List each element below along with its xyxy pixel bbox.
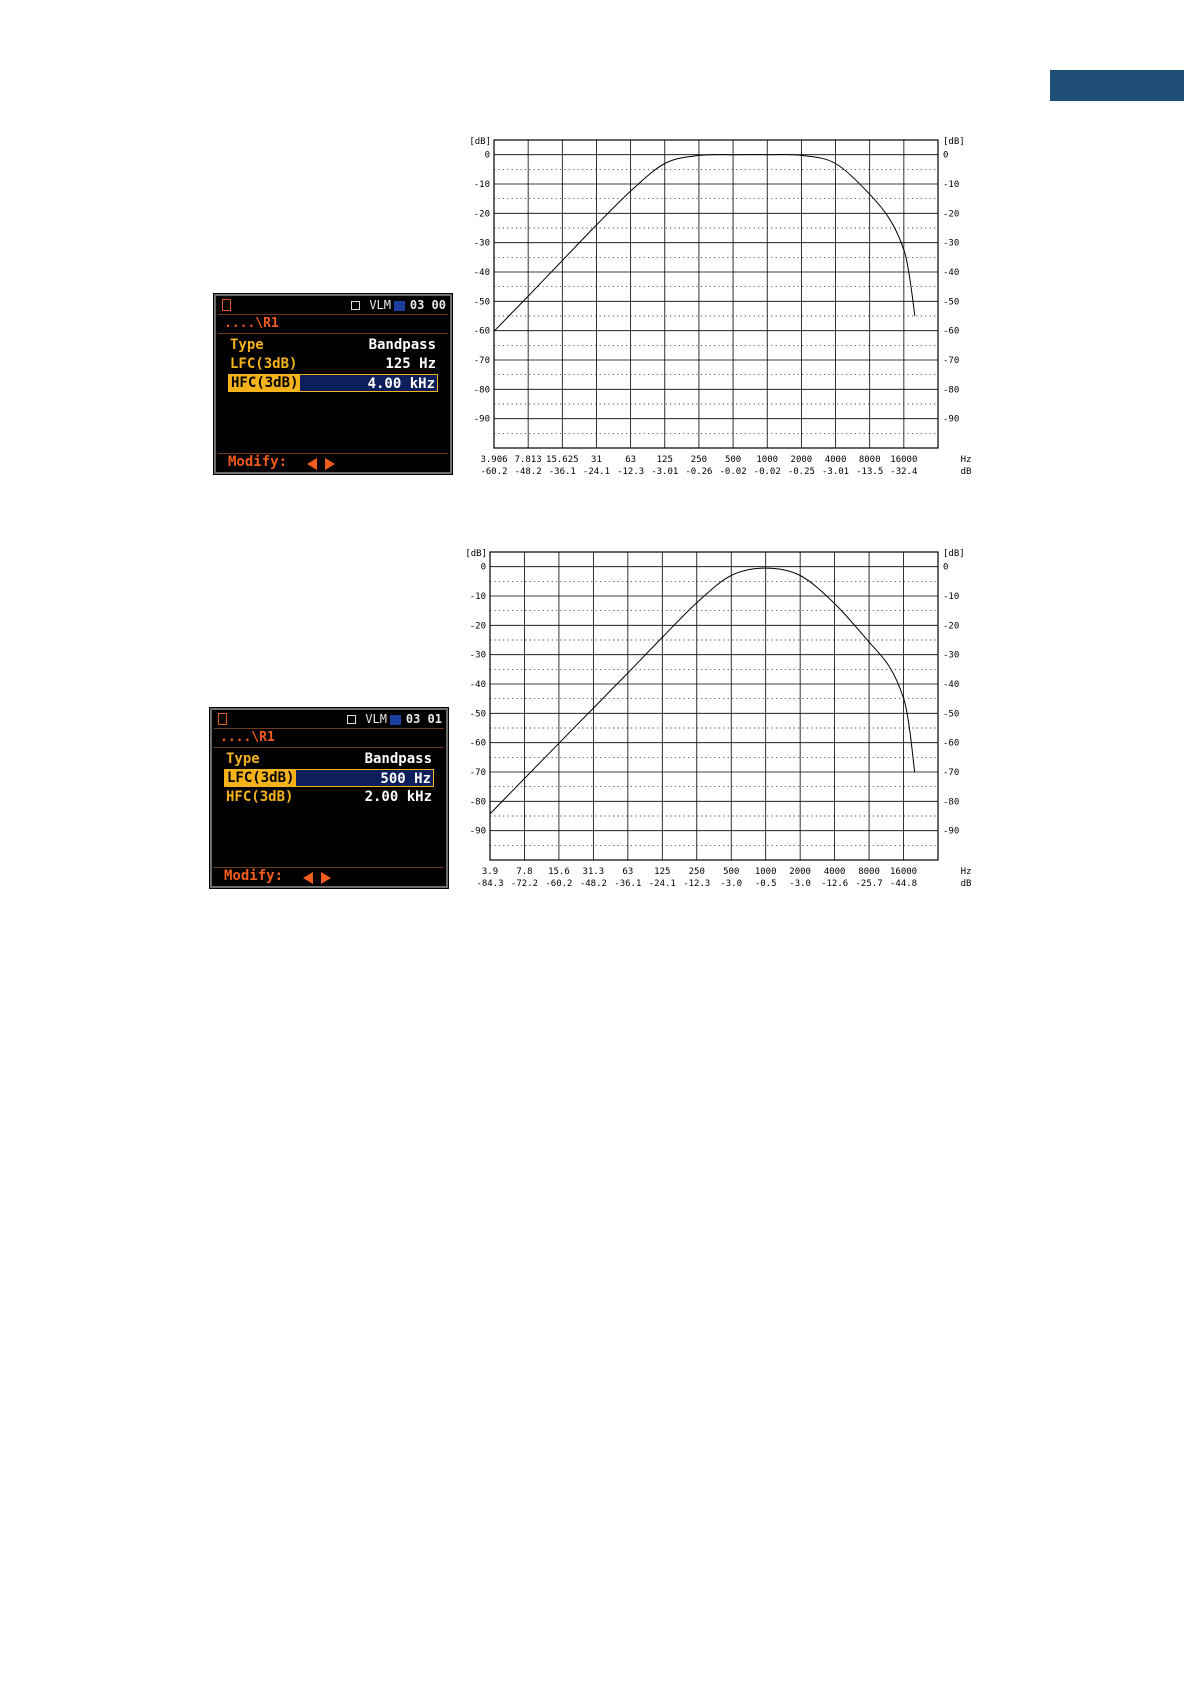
y-tick-label-left: -10 — [469, 592, 486, 602]
y-unit-right: [dB] — [943, 549, 965, 559]
y-unit-right: [dB] — [943, 137, 965, 147]
x-tick-label: 31.3 — [582, 867, 605, 877]
x-tick-label: 3.906 — [480, 455, 508, 465]
menu-row-lfc[interactable] — [228, 355, 438, 373]
row-value: 125 Hz — [385, 356, 436, 372]
x-tick-label: 2000 — [789, 867, 811, 877]
response-label: -44.8 — [889, 879, 918, 889]
y-tick-label-right: -60 — [943, 738, 960, 749]
y-tick-label-left: -60 — [469, 738, 486, 749]
modify-label: Modify: — [228, 454, 288, 470]
response-label: -60.2 — [545, 879, 573, 889]
y-tick-label-right: -80 — [943, 797, 960, 808]
x-tick-label: 4000 — [824, 455, 847, 465]
x-tick-label: 250 — [690, 455, 708, 465]
y-tick-label-right: -70 — [943, 768, 960, 778]
divider — [218, 333, 448, 334]
response-label: -36.1 — [548, 467, 576, 477]
row-value: Bandpass — [368, 337, 436, 353]
y-tick-label-right: 0 — [943, 150, 949, 161]
x-tick-label: 8000 — [858, 455, 881, 465]
square-icon — [347, 715, 356, 724]
x-tick-label: 15.6 — [548, 867, 570, 877]
row-value: 4.00 kHz — [367, 376, 435, 392]
x-tick-label: 125 — [654, 867, 671, 877]
response-label: -0.02 — [753, 467, 781, 477]
response-label: -12.3 — [617, 467, 645, 477]
y-unit-left: [dB] — [469, 137, 491, 147]
row-label: HFC(3dB) — [226, 789, 294, 805]
modify-label: Modify: — [224, 868, 284, 884]
x-tick-label: 3.9 — [481, 867, 499, 877]
y-tick-label-right: -60 — [943, 326, 960, 337]
y-tick-label-right: -20 — [943, 209, 960, 220]
response-label: -24.1 — [648, 879, 676, 889]
x-tick-label: 7.8 — [516, 867, 533, 877]
y-tick-label-left: -70 — [469, 768, 486, 778]
response-label: -3.01 — [821, 467, 850, 477]
row-label: LFC(3dB) — [227, 770, 295, 786]
response-unit-label: dB — [960, 467, 972, 477]
row-value: 2.00 kHz — [364, 789, 432, 805]
x-tick-label: 2000 — [790, 455, 813, 465]
x-tick-label: 500 — [724, 455, 742, 465]
y-tick-label-right: -70 — [943, 356, 960, 366]
y-tick-label-left: 0 — [480, 562, 486, 573]
y-tick-label-right: -50 — [943, 297, 960, 308]
row-label: LFC(3dB) — [230, 356, 298, 372]
x-tick-label: 31 — [591, 455, 602, 465]
response-label: -3.01 — [651, 467, 679, 477]
response-label: -12.6 — [821, 879, 849, 889]
response-label: -13.5 — [856, 467, 884, 477]
status-time: 03 00 — [409, 298, 446, 312]
y-tick-label-right: -40 — [943, 268, 960, 278]
y-tick-label-right: 0 — [943, 562, 949, 573]
x-tick-label: 7.813 — [514, 455, 542, 465]
device-screen-1 — [214, 294, 452, 474]
status-bar — [214, 712, 444, 729]
chart-svg — [456, 542, 981, 897]
menu-row-lfc[interactable] — [224, 769, 434, 787]
row-value: Bandpass — [364, 751, 432, 767]
y-tick-label-right: -30 — [943, 238, 960, 249]
x-tick-label: 250 — [688, 867, 705, 877]
response-label: -84.3 — [476, 879, 504, 889]
plot-frame — [490, 552, 938, 860]
status-bar — [218, 298, 448, 315]
file-icon — [222, 299, 231, 311]
response-label: -0.25 — [787, 467, 815, 477]
x-tick-label: 16000 — [889, 867, 918, 877]
y-tick-label-right: -40 — [943, 680, 960, 690]
x-unit-label: Hz — [960, 867, 972, 877]
y-tick-label-right: -10 — [943, 180, 960, 190]
response-label: -0.5 — [754, 879, 777, 889]
path-label: ....\R1 — [224, 316, 279, 331]
y-tick-label-left: -40 — [473, 268, 490, 278]
section-tab — [1050, 70, 1184, 101]
response-label: -60.2 — [480, 467, 508, 477]
response-unit-label: dB — [960, 879, 972, 889]
y-tick-label-right: -90 — [943, 414, 960, 425]
arrow-right-icon[interactable] — [321, 872, 331, 884]
y-tick-label-right: -10 — [943, 592, 960, 602]
y-tick-label-left: -70 — [473, 356, 490, 366]
x-tick-label: 1000 — [754, 867, 777, 877]
x-tick-label: 8000 — [858, 867, 880, 877]
response-label: -3.0 — [789, 879, 811, 889]
x-tick-label: 4000 — [823, 867, 846, 877]
y-tick-label-left: 0 — [484, 150, 490, 161]
divider — [214, 747, 444, 748]
y-tick-label-left: -60 — [473, 326, 490, 337]
y-tick-label-left: -80 — [469, 797, 486, 808]
menu-row-type[interactable] — [224, 750, 434, 768]
battery-icon — [394, 301, 405, 311]
y-tick-label-right: -50 — [943, 709, 960, 720]
frequency-response-chart-1 — [460, 130, 980, 485]
y-tick-label-right: -30 — [943, 650, 960, 661]
response-label: -24.1 — [582, 467, 611, 477]
x-tick-label: 500 — [723, 867, 740, 877]
response-label: -72.2 — [510, 879, 539, 889]
status-mode: VLM — [365, 712, 387, 726]
arrow-left-icon[interactable] — [303, 872, 313, 884]
y-unit-left: [dB] — [465, 549, 487, 559]
x-tick-label: 16000 — [890, 455, 918, 465]
response-label: -0.02 — [719, 467, 747, 477]
battery-icon — [390, 715, 401, 725]
arrow-right-icon[interactable] — [325, 458, 335, 470]
arrow-left-icon[interactable] — [307, 458, 317, 470]
y-tick-label-left: -40 — [469, 680, 486, 690]
menu-row-hfc[interactable] — [224, 788, 434, 806]
y-tick-label-left: -30 — [469, 650, 486, 661]
response-label: -0.26 — [685, 467, 713, 477]
plot-frame — [494, 140, 938, 448]
frequency-response-chart-2 — [456, 542, 981, 897]
row-value: 500 Hz — [380, 771, 431, 787]
menu-row-hfc[interactable] — [228, 374, 438, 392]
status-time: 03 01 — [405, 712, 442, 726]
response-label: -25.7 — [855, 879, 883, 889]
row-label: Type — [230, 337, 264, 353]
y-tick-label-left: -50 — [473, 297, 490, 308]
response-label: -12.3 — [683, 879, 711, 889]
x-tick-label: 63 — [622, 867, 634, 877]
y-tick-label-left: -80 — [473, 385, 490, 396]
menu-row-type[interactable] — [228, 336, 438, 354]
y-tick-label-left: -10 — [473, 180, 490, 190]
y-tick-label-right: -90 — [943, 826, 960, 837]
y-tick-label-left: -90 — [473, 414, 490, 425]
file-icon — [218, 713, 227, 725]
y-tick-label-right: -80 — [943, 385, 960, 396]
y-tick-label-left: -20 — [473, 209, 490, 220]
x-tick-label: 15.625 — [546, 455, 579, 465]
status-mode: VLM — [369, 298, 391, 312]
response-label: -36.1 — [614, 879, 642, 889]
y-tick-label-left: -90 — [469, 826, 486, 837]
path-label: ....\R1 — [220, 730, 275, 745]
response-curve — [490, 568, 915, 814]
y-tick-label-left: -30 — [473, 238, 490, 249]
y-tick-label-left: -20 — [469, 621, 486, 632]
x-tick-label: 125 — [656, 455, 673, 465]
response-label: -3.0 — [720, 879, 743, 889]
x-unit-label: Hz — [960, 455, 972, 465]
x-tick-label: 1000 — [756, 455, 779, 465]
device-screen-2 — [210, 708, 448, 888]
response-label: -32.4 — [890, 467, 918, 477]
y-tick-label-left: -50 — [469, 709, 486, 720]
chart-svg — [460, 130, 980, 485]
x-tick-label: 63 — [625, 455, 637, 465]
y-tick-label-right: -20 — [943, 621, 960, 632]
response-label: -48.2 — [514, 467, 542, 477]
square-icon — [351, 301, 360, 310]
response-label: -48.2 — [579, 879, 607, 889]
row-label: Type — [226, 751, 260, 767]
row-label: HFC(3dB) — [231, 375, 299, 391]
